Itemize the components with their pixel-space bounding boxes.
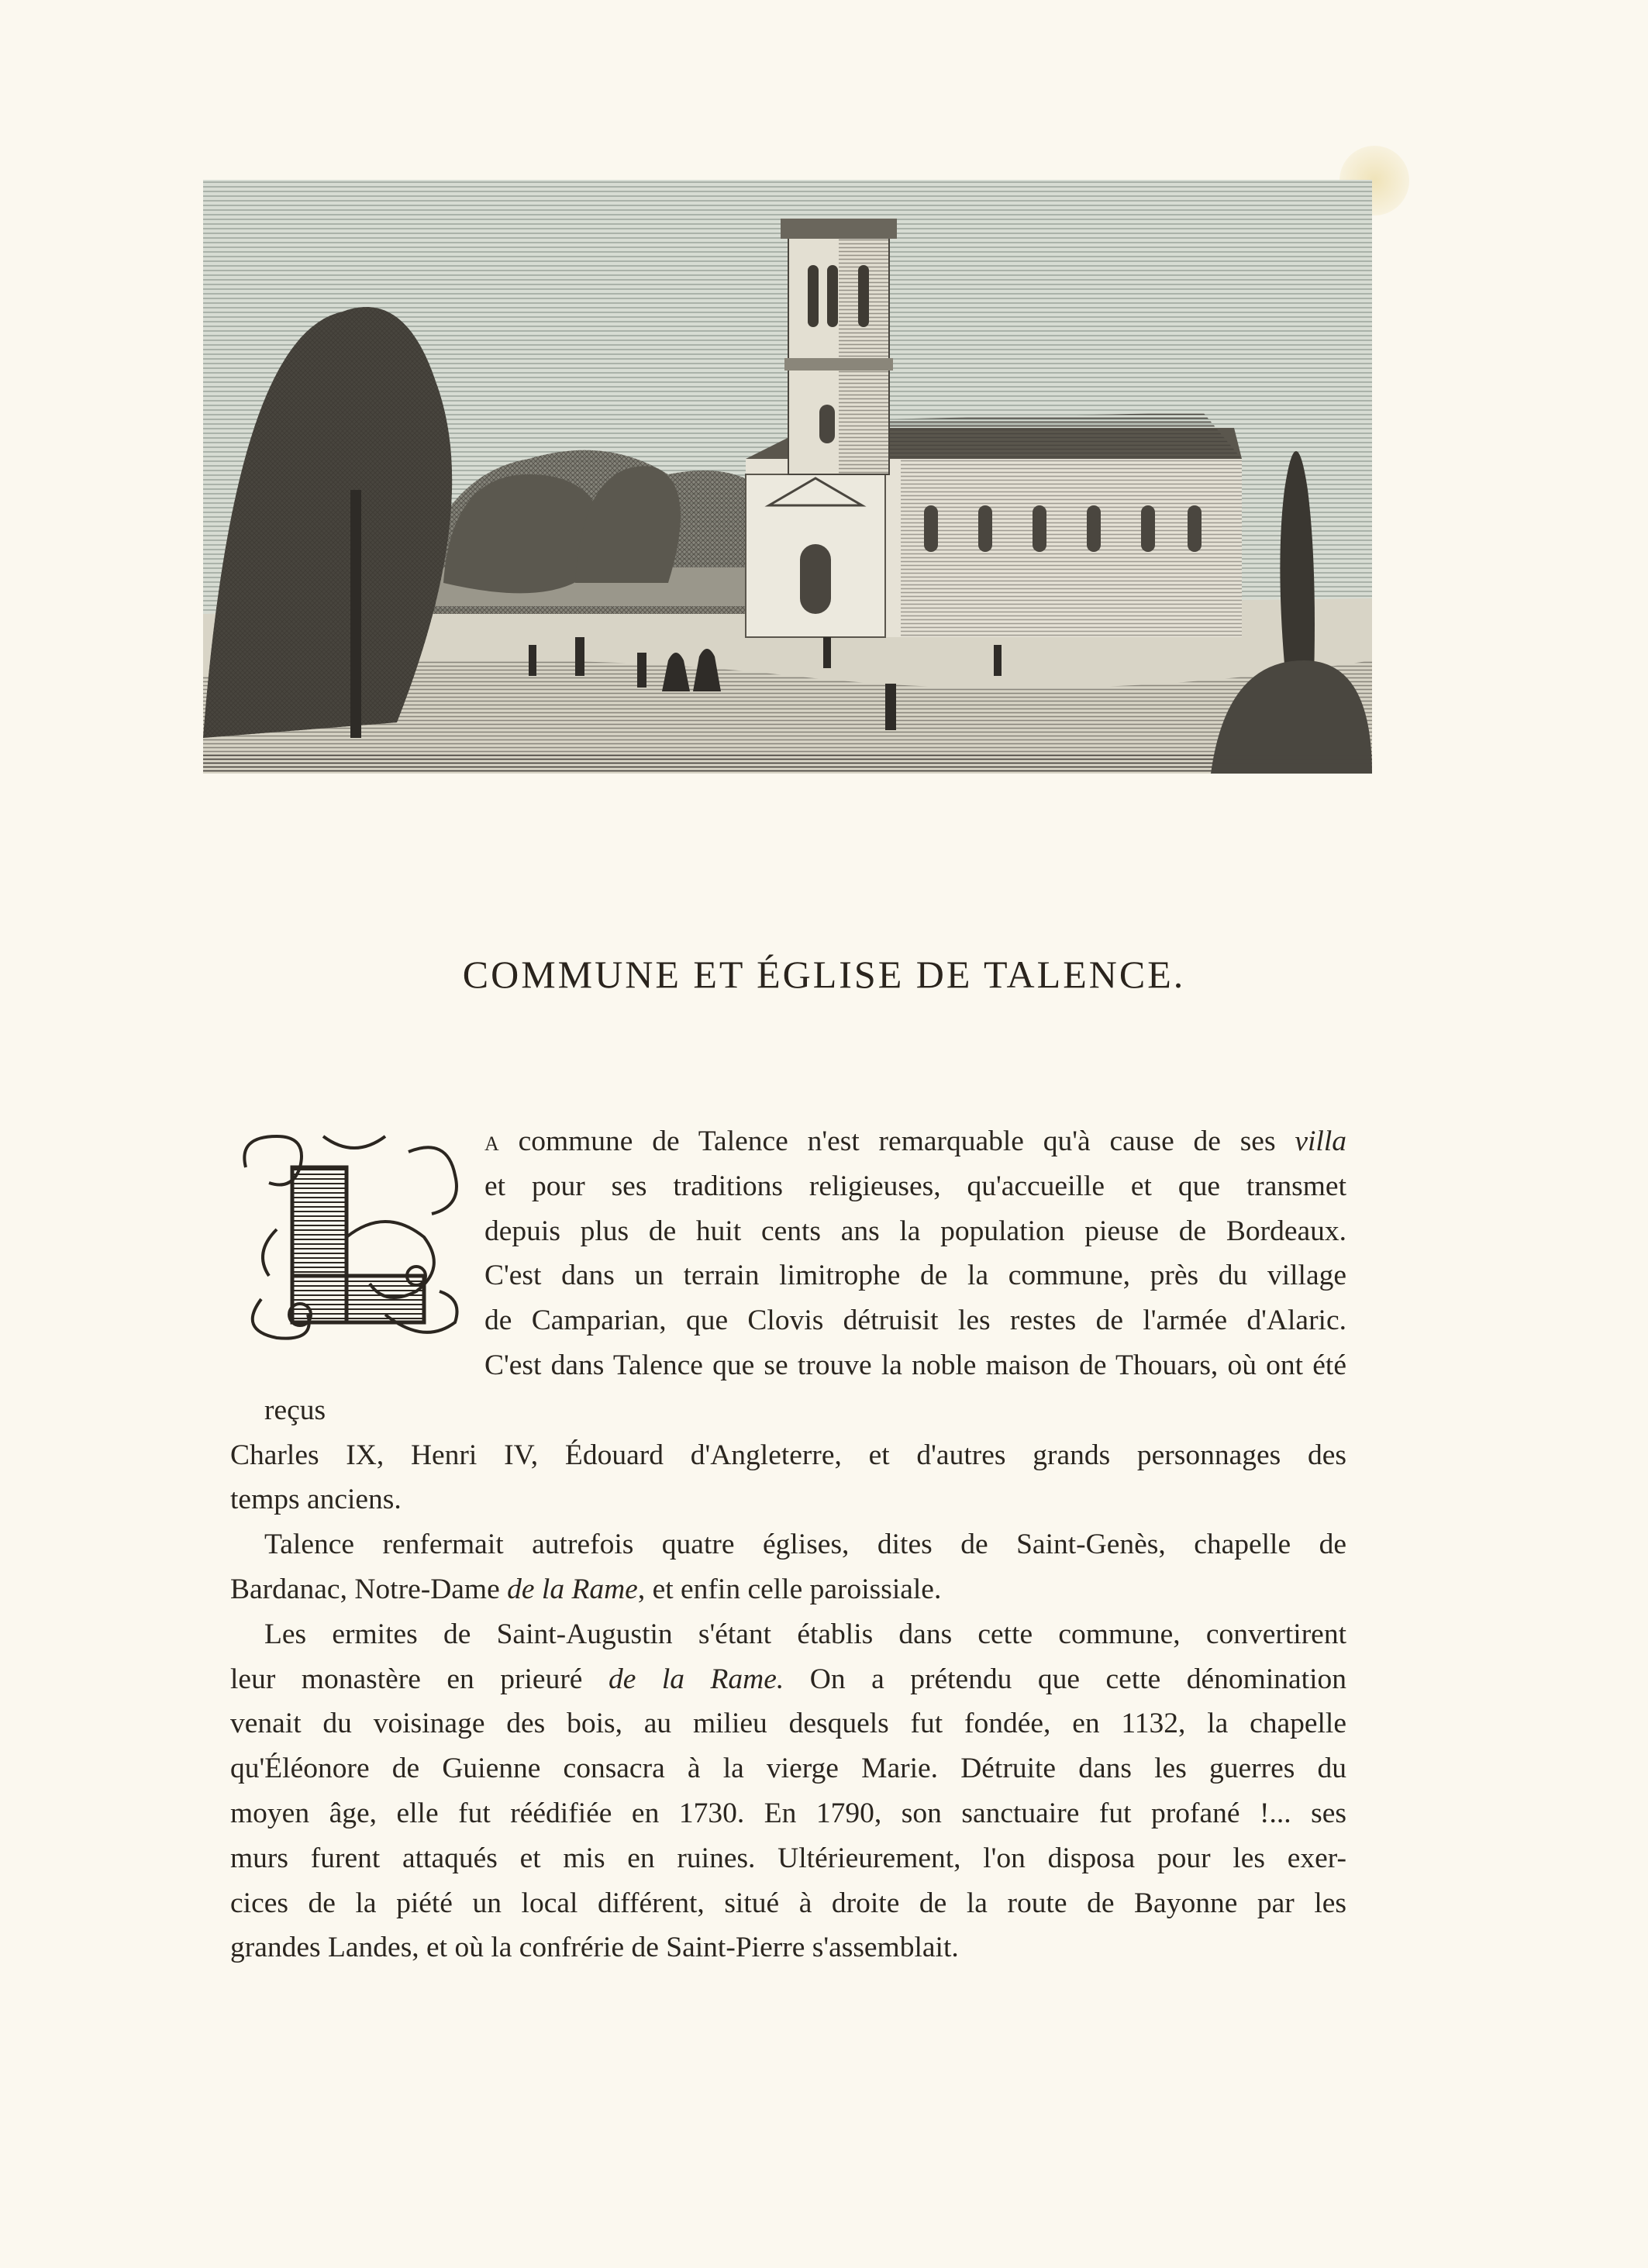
line-3: depuis plus de huit cents ans la population pieuse de Bordeaux. — [484, 1215, 1346, 1247]
line-7: Charles IX, Henri IV, Édouard d'Angleterre, et d'autres grands personnages des — [230, 1439, 1346, 1471]
line-12: leur monastère en prieuré de la Rame. On a prétendu que cette dénomination — [230, 1663, 1347, 1695]
dropcap-letter: L — [230, 1121, 231, 1122]
line-11: Les ermites de Saint-Augustin s'étant établis dans cette commune, convertirent — [264, 1618, 1346, 1650]
line-1: a commune de Talence n'est remarquable qu'à cause de ses villa — [484, 1125, 1346, 1157]
line-5: de Camparian, que Clovis détruisit les restes de l'armée d'Alaric. — [484, 1305, 1346, 1337]
ornamental-dropcap-l — [230, 1121, 469, 1347]
page-title: COMMUNE ET ÉGLISE DE TALENCE. — [462, 953, 1186, 996]
line-14: qu'Éléonore de Guienne consacra à la vierge Marie. Détruite dans les guerres du — [230, 1753, 1346, 1785]
line-4: C'est dans un terrain limitrophe de la commune, près du village — [484, 1260, 1346, 1292]
line-2: et pour ses traditions religieuses, qu'accueille et que transmet — [484, 1170, 1346, 1202]
line-8: temps anciens. — [230, 1484, 402, 1516]
line-18: grandes Landes, et où la confrérie de Saint-Pierre s'assemblait. — [230, 1932, 959, 1964]
line-6: C'est dans Talence que se trouve la noble maison de Thouars, où ont été reçus — [264, 1349, 1346, 1426]
line-16: murs furent attaqués et mis en ruines. Ultérieurement, l'on disposa pour les exer- — [230, 1842, 1346, 1874]
line-9: Talence renfermait autrefois quatre églises, dites de Saint-Genès, chapelle de — [264, 1529, 1346, 1561]
engraving-image — [203, 180, 1372, 774]
dropcap-illustration — [230, 1121, 469, 1347]
line-17: cices de la piété un local différent, situé à droite de la route de Bayonne par les — [230, 1887, 1346, 1919]
church-engraving — [203, 180, 1372, 774]
body-text — [230, 1119, 1346, 1970]
line-13: venait du voisinage des bois, au milieu desquels fut fondée, en 1132, la chapelle — [230, 1708, 1346, 1740]
line-15: moyen âge, elle fut réédifiée en 1730. En 1790, son sanctuaire fut profané !... ses — [230, 1797, 1346, 1829]
line-10: Bardanac, Notre-Dame de la Rame, et enfin celle paroissiale. — [230, 1573, 942, 1605]
